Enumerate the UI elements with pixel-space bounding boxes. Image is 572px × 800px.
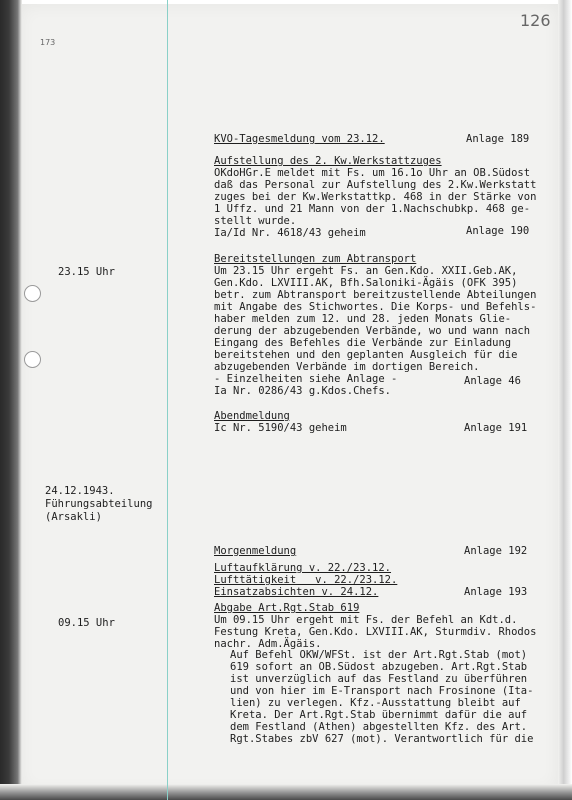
entry-text-line: Ia/Id Nr. 4618/43 geheim [214,227,366,239]
unit-location: (Arsakli) [45,511,102,523]
page-number: 126 [520,11,551,30]
anlage-reference: Anlage 190 [466,225,530,237]
entry-text-line: Ia Nr. 0286/43 g.Kdos.Chefs. [214,385,392,397]
entry-text-line: lien) zu verlegen. Kfz.-Ausstattung bleibt auf [230,697,521,709]
time-marker: 09.15 Uhr [58,617,115,629]
anlage-reference: Anlage 192 [464,545,528,557]
entry-heading: KVO-Tagesmeldung vom 23.12. [214,133,385,145]
entry-text-line: bereitstehen und den geplanten Ausgleich für die [214,349,518,361]
entry-heading: Lufttätigkeit v. 22./23.12. [214,574,398,586]
punch-hole [24,285,41,302]
entry-heading: Einsatzabsichten v. 24.12. [214,586,379,598]
anlage-reference: Anlage 193 [464,586,528,598]
entry-text-line: Ic Nr. 5190/43 geheim [214,422,347,434]
anlage-reference: Anlage 46 [464,375,521,387]
unit-name: Führungsabteilung [45,498,153,510]
anlage-reference: Anlage 191 [464,422,528,434]
margin-line [167,0,168,800]
entry-text-line: Festung Kreta, Gen.Kdo. LXVIII.AK, Sturmdiv. Rhodos [214,626,537,638]
entry-text-line: Rgt.Stabes zbV 627 (mot). Verantwortlich für die [230,733,534,745]
entry-text-line: stellt wurde. [214,215,297,227]
entry-text-line: daß das Personal zur Aufstellung des 2.Kw.Werkstatt [214,179,537,191]
anlage-reference: Anlage 189 [466,133,530,145]
entry-heading: Abendmeldung [214,410,290,422]
entry-text-line: dem Festland (Athen) abgestellten Kfz. des Art. [230,721,528,733]
entry-text-line: mit Angabe des Stichwortes. Die Korps- und Befehls- [214,301,537,313]
entry-text-line: zuges bei der Kw.Werkstattkp. 468 in der Stärke von [214,191,537,203]
punch-hole [24,351,41,368]
entry-text-line: Um 23.15 Uhr ergeht Fs. an Gen.Kdo. XXII.Geb.AK, [214,265,518,277]
entry-text-line: nachr. Adm.Ägäis. [214,638,322,650]
entry-heading: Aufstellung des 2. Kw.Werkstattzuges [214,155,442,167]
entry-text-line: haber melden zum 12. und 28. jeden Monats Glie- [214,313,512,325]
scan-bottom-edge [0,784,572,800]
entry-text-line: Gen.Kdo. LXVIII.AK, Bfh.Saloniki-Ägäis (OFK 395) [214,277,518,289]
entry-heading: Abgabe Art.Rgt.Stab 619 [214,602,360,614]
entry-text-line: abzugebenden Verbände im dortigen Bereich. [214,361,480,373]
entry-text-line: Kreta. Der Art.Rgt.Stab übernimmt dafür die auf [230,709,528,721]
time-marker: 23.15 Uhr [58,266,115,278]
date-heading: 24.12.1943. [45,485,115,497]
entry-text-line: Auf Befehl OKW/WFSt. ist der Art.Rgt.Stab (mot) [230,649,528,661]
entry-text-line: betr. zum Abtransport bereitzustellende Abteilungen [214,289,537,301]
entry-text-line: OKdoHGr.E meldet mit Fs. um 16.1o Uhr an OB.Südost [214,167,531,179]
entry-text-line: und von hier im E-Transport nach Frosinone (Ita- [230,685,534,697]
entry-text-line: - Einzelheiten siehe Anlage - [214,373,398,385]
entry-text-line: 619 sofort an OB.Südost abzugeben. Art.Rgt.Stab [230,661,528,673]
entry-heading: Luftaufklärung v. 22./23.12. [214,562,392,574]
scan-left-edge [0,0,22,800]
entry-text-line: Eingang des Befehles die Verbände zur Einladung [214,337,512,349]
entry-heading: Bereitstellungen zum Abtransport [214,253,417,265]
entry-text-line: derung der abzugebenden Verbände, wo und wann nach [214,325,531,337]
entry-heading: Morgenmeldung [214,545,297,557]
corner-number: 173 [40,38,56,47]
entry-text-line: Um 09.15 Uhr ergeht mit Fs. der Befehl an Kdt.d. [214,614,518,626]
scan-right-edge [558,0,572,800]
entry-text-line: 1 Uffz. und 21 Mann von der 1.Nachschubkp. 468 ge- [214,203,531,215]
entry-text-line: ist unverzüglich auf das Festland zu überführen [230,673,528,685]
